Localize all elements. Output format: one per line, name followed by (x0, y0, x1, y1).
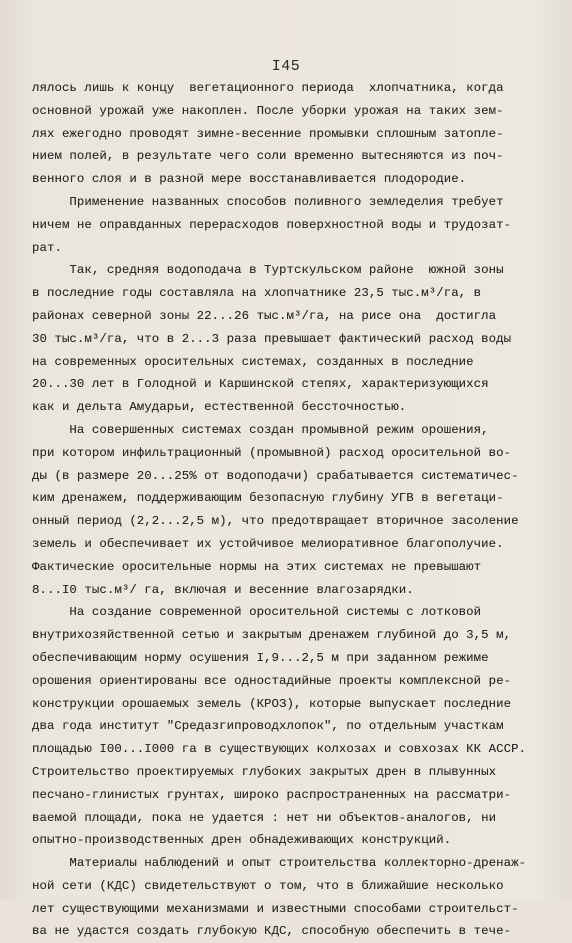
body-text (32, 77, 542, 943)
text-line: орошения ориентированы все одностадийные проекты комплексной ре- (32, 673, 512, 688)
text-line: лет существующими механизмами и известными способами строительст- (32, 901, 519, 916)
text-line: Так, средняя водоподача в Туртскульском районе южной зоны (32, 263, 504, 278)
text-line: Материалы наблюдений и опыт строительства коллекторно-дренаж- (32, 856, 527, 871)
text-line: в последние годы составляла на хлопчатнике 23,5 тыс.м³/га, в (32, 286, 482, 301)
text-line: онный период (2,2...2,5 м), что предотвращает вторичное засоление (32, 514, 519, 529)
text-line: ды (в размере 20...25% от водоподачи) срабатывается систематичес- (32, 468, 519, 483)
text-line: два года институт "Средазгипроводхлопок", по отдельным участкам (32, 719, 504, 734)
text-line: площадью I00...I000 га в существующих колхозах и совхозах КК АССР. (32, 742, 527, 757)
text-line: 30 тыс.м³/га, что в 2...3 раза превышает фактический расход воды (32, 331, 512, 346)
text-line: Фактические оросительные нормы на этих системах не превышают (32, 559, 482, 574)
text-line: основной урожай уже накоплен. После уборки урожая на таких зем- (32, 103, 504, 118)
text-line: ной сети (КДС) свидетельствуют о том, что в ближайшие несколько (32, 878, 504, 893)
text-line: 20...30 лет в Голодной и Каршинской степях, характеризующихся (32, 377, 489, 392)
text-line: обеспечивающим норму осушения I,9...2,5 м при заданном режиме (32, 650, 489, 665)
text-line: На совершенных системах создан промывной режим орошения, (32, 422, 489, 437)
text-line: ваемой площади, пока не удается : нет ни объектов-аналогов, ни (32, 810, 497, 825)
text-line: ким дренажем, поддерживающим безопасную глубину УГВ в вегетаци- (32, 491, 504, 506)
text-line: земель и обеспечивает их устойчивое мелиоративное благополучие. (32, 536, 504, 551)
text-line: опытно-производственных дрен обнадеживающих конструкций. (32, 833, 452, 848)
text-line: ва не удастся создать глубокую КДС, способную обеспечить в тече- (32, 924, 512, 939)
page-number: I45 (271, 58, 301, 75)
text-line: при котором инфильтрационный (промывной) расход оросительной во- (32, 445, 512, 460)
text-line: внутрихозяйственной сетью и закрытым дренажем глубиной до 3,5 м, (32, 628, 512, 643)
text-line: песчано-глинистых грунтах, широко распространенных на рассматри- (32, 787, 512, 802)
text-line: венного слоя и в разной мере восстанавливается плодородие. (32, 172, 467, 187)
text-line: лялось лишь к концу вегетационного периода хлопчатника, когда (32, 81, 504, 95)
text-line: лях ежегодно проводят зимне-весенние промывки сплошным затопле- (32, 126, 504, 141)
text-line: рат. (32, 240, 62, 255)
text-line: Строительство проектируемых глубоких закрытых дрен в плывунных (32, 764, 497, 779)
text-line: На создание современной оросительной системы с лотковой (32, 605, 482, 620)
text-line: 8...I0 тыс.м³/ га, включая и весенние влагозарядки. (32, 582, 414, 597)
text-line: на современных оросительных системах, созданных в последние (32, 354, 474, 369)
text-line: нием полей, в результате чего соли временно вытесняются из поч- (32, 149, 504, 164)
text-line: Применение названных способов поливного земледелия требует (32, 194, 504, 209)
text-line: как и дельта Амударьи, естественной бессточностью. (32, 400, 407, 415)
text-line: конструкции орошаемых земель (КРОЗ), которые выпускает последние (32, 696, 512, 711)
text-line: ничем не оправданных перерасходов поверхностной воды и трудозат- (32, 217, 512, 232)
text-line: районах северной зоны 22...26 тыс.м³/га, на рисе она достигла (32, 308, 497, 323)
